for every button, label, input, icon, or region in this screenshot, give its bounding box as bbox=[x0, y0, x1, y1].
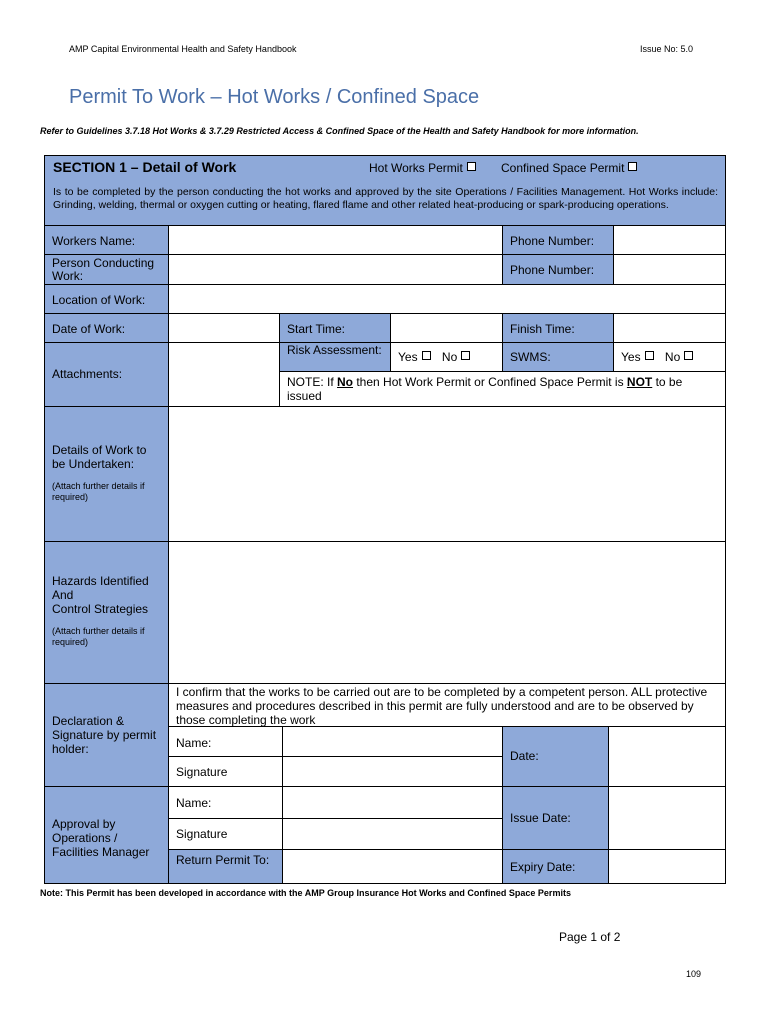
phone-number-field-2[interactable] bbox=[613, 254, 726, 285]
approval-signature-label: Signature bbox=[168, 818, 283, 850]
hazards-label-3: Control Strategies bbox=[52, 602, 149, 616]
note-no: No bbox=[337, 375, 354, 389]
approval-name-field[interactable] bbox=[282, 786, 503, 819]
hazards-label-cell bbox=[44, 541, 169, 684]
return-permit-label: Return Permit To: bbox=[168, 849, 283, 884]
confined-space-permit-label: Confined Space Permit bbox=[501, 161, 625, 175]
section1-header bbox=[44, 155, 726, 226]
issue-date-field[interactable] bbox=[608, 786, 726, 850]
section1-heading: SECTION 1 – Detail of Work bbox=[53, 159, 237, 175]
phone-number-label-1: Phone Number: bbox=[502, 225, 614, 255]
page-number: 109 bbox=[686, 969, 702, 979]
hot-works-permit-label: Hot Works Permit bbox=[369, 161, 463, 175]
declaration-name-label: Name: bbox=[168, 726, 283, 757]
attachments-field[interactable] bbox=[168, 342, 280, 407]
date-of-work-label: Date of Work: bbox=[44, 313, 169, 343]
page-title: Permit To Work – Hot Works / Confined Space bbox=[69, 86, 480, 108]
note-prefix: NOTE: If bbox=[287, 375, 338, 389]
return-permit-field[interactable] bbox=[282, 849, 503, 884]
approval-signature-field[interactable] bbox=[282, 818, 503, 850]
phone-number-field-1[interactable] bbox=[613, 225, 726, 255]
details-attach-note: (Attach further details if required) bbox=[52, 481, 145, 502]
swms-label: SWMS: bbox=[502, 342, 614, 372]
hazards-attach-note: (Attach further details if required) bbox=[52, 626, 145, 647]
swms-no-checkbox[interactable] bbox=[684, 351, 693, 360]
approval-name-label: Name: bbox=[168, 786, 283, 819]
note-not: NOT bbox=[626, 375, 653, 389]
hot-works-checkbox[interactable] bbox=[467, 162, 476, 171]
handbook-header: AMP Capital Environmental Health and Safety Handbook bbox=[69, 44, 297, 54]
declaration-signature-field[interactable] bbox=[282, 756, 503, 787]
swms-yes-label: Yes bbox=[621, 350, 641, 364]
person-conducting-field[interactable] bbox=[168, 254, 503, 285]
hazards-label-1: Hazards Identified bbox=[52, 574, 149, 588]
finish-time-field[interactable] bbox=[613, 313, 726, 343]
workers-name-field[interactable] bbox=[168, 225, 503, 255]
approval-label: Approval by Operations / Facilities Manager bbox=[44, 786, 169, 884]
declaration-date-label: Date: bbox=[502, 726, 609, 787]
declaration-date-field[interactable] bbox=[608, 726, 726, 787]
workers-name-label: Workers Name: bbox=[44, 225, 169, 255]
phone-number-label-2: Phone Number: bbox=[502, 254, 614, 285]
declaration-name-field[interactable] bbox=[282, 726, 503, 757]
note-suffix: to be issued bbox=[287, 375, 683, 403]
declaration-signature-label: Signature bbox=[168, 756, 283, 787]
issue-date-label: Issue Date: bbox=[502, 786, 609, 850]
page-indicator: Page 1 of 2 bbox=[559, 930, 621, 944]
note-mid: then Hot Work Permit or Confined Space Permit is bbox=[353, 375, 627, 389]
date-of-work-field[interactable] bbox=[168, 313, 280, 343]
hazards-field[interactable] bbox=[168, 541, 726, 684]
risk-yes-label: Yes bbox=[398, 350, 418, 364]
risk-assessment-options bbox=[390, 342, 503, 372]
hazards-label-2: And bbox=[52, 588, 74, 602]
confined-space-checkbox[interactable] bbox=[628, 162, 637, 171]
swms-no-label: No bbox=[664, 350, 681, 364]
risk-no-label: No bbox=[441, 350, 458, 364]
start-time-label: Start Time: bbox=[279, 313, 391, 343]
finish-time-label: Finish Time: bbox=[502, 313, 614, 343]
location-field[interactable] bbox=[168, 284, 726, 314]
details-label-cell bbox=[44, 406, 169, 542]
declaration-text: I confirm that the works to be carried out are to be completed by a competent person. ALL protective measures and procedures described in this permit are fully understood and are to be observed by those completing the work bbox=[168, 683, 726, 727]
risk-no-checkbox[interactable] bbox=[461, 351, 470, 360]
declaration-label: Declaration & Signature by permit holder: bbox=[44, 683, 169, 787]
start-time-field[interactable] bbox=[390, 313, 503, 343]
swms-options bbox=[613, 342, 726, 372]
person-conducting-label: Person Conducting Work: bbox=[44, 254, 169, 285]
details-label: Details of Work to be Undertaken: bbox=[52, 443, 147, 471]
reference-note: Refer to Guidelines 3.7.18 Hot Works & 3.7.29 Restricted Access & Confined Space of the Health and Safety Handbook for more information. bbox=[40, 126, 639, 136]
permit-note bbox=[279, 371, 726, 407]
location-label: Location of Work: bbox=[44, 284, 169, 314]
section1-intro: Is to be completed by the person conducting the hot works and approved by the site Operations / Facilities Management. Hot Works include: Grinding, welding, thermal or oxygen cutting or heating, flared flame and other related heat-producing or spark-producing operations. bbox=[53, 186, 718, 211]
expiry-date-field[interactable] bbox=[608, 849, 726, 884]
risk-yes-checkbox[interactable] bbox=[422, 351, 431, 360]
footer-note: Note: This Permit has been developed in accordance with the AMP Group Insurance Hot Works and Confined Space Permits bbox=[40, 888, 571, 898]
risk-assessment-label: Risk Assessment: bbox=[279, 342, 391, 372]
issue-number: Issue No: 5.0 bbox=[640, 44, 694, 54]
details-field[interactable] bbox=[168, 406, 726, 542]
attachments-label: Attachments: bbox=[44, 342, 169, 407]
swms-yes-checkbox[interactable] bbox=[645, 351, 654, 360]
expiry-date-label: Expiry Date: bbox=[502, 849, 609, 884]
